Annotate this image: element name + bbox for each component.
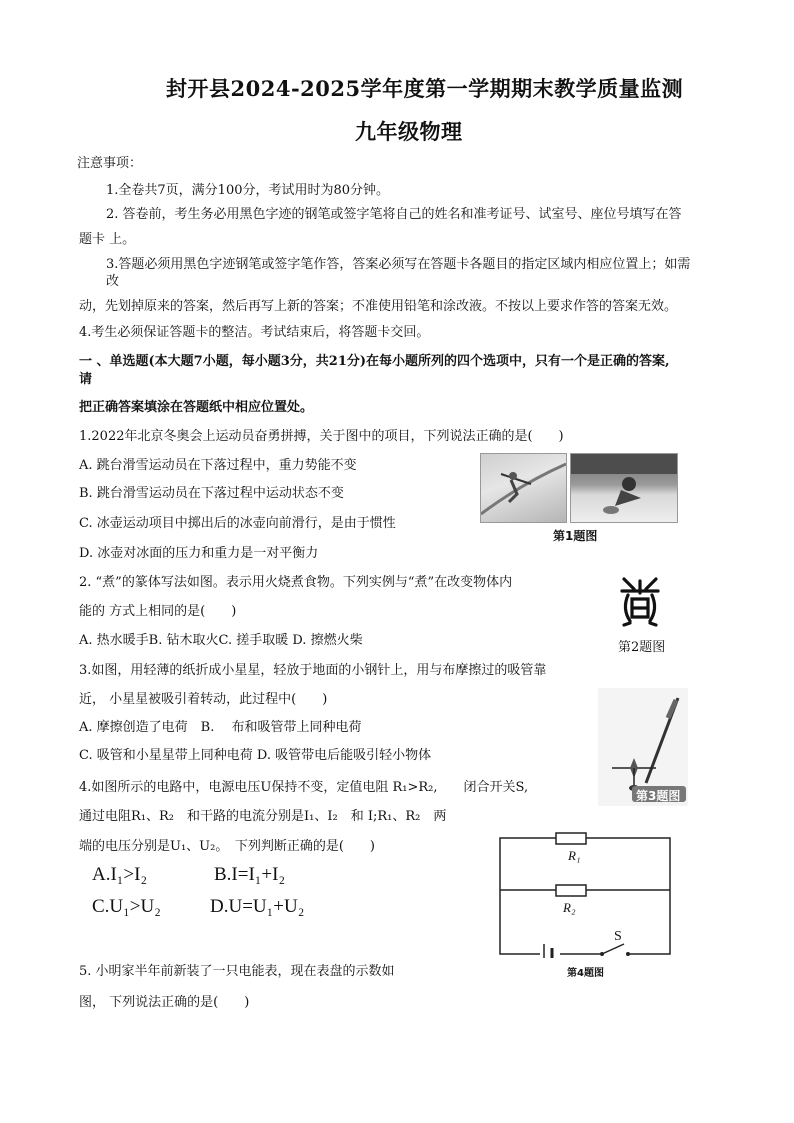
curling-photo: [570, 453, 678, 523]
q1-option-c: C. 冰壶运动项目中掷出后的冰壶向前滑行，是由于惯性: [79, 516, 396, 531]
notice-item-2-cont: 题卡 上。: [79, 232, 136, 247]
section1-line2: 请: [79, 372, 93, 387]
circuit-diagram: [496, 828, 676, 958]
notice-item-2: 2. 答卷前，考生务必用黑色字迹的钢笔或签字笔将自己的姓名和准考证号、试室号、座位号填写在答: [106, 207, 682, 222]
q2-figure-caption: 第2题图: [618, 640, 666, 655]
exam-subtitle: 九年级物理: [355, 119, 463, 144]
q3-stem-2: 近， 小星星被吸引着转动，此过程中( ): [79, 692, 328, 707]
q4-option-d: D.U=U₁+U₂: [210, 896, 305, 917]
q3-stem-1: 3.如图，用轻薄的纸折成小星星，轻放于地面的小钢针上，用与布摩擦过的吸管靠: [79, 663, 547, 678]
q4-stem-3: 端的电压分别是U₁、U₂。 下列判断正确的是( ): [79, 839, 375, 854]
r1-label: R₁: [568, 848, 581, 863]
resistor-r1: [556, 833, 586, 844]
seal-script-zhu-glyph: [618, 575, 662, 627]
q2-options: A. 热水暖手B. 钻木取火C. 搓手取暖 D. 擦燃火柴: [79, 633, 363, 648]
q4-figure-caption: 第4题图: [567, 968, 604, 979]
switch-label: S: [614, 929, 622, 944]
q1-option-a: A. 跳台滑雪运动员在下落过程中，重力势能不变: [79, 458, 357, 473]
q3-options-ab: A. 摩擦创造了电荷 B. 布和吸管带上同种电荷: [79, 720, 362, 735]
curling-figure: [571, 454, 677, 522]
section1-line1: 一 、单选题(本大题7小题，每小题3分，共21分)在每小题所列的四个选项中，只有一个是正确的答案,: [79, 354, 670, 369]
q4-option-b: B.I=I₁+I₂: [214, 864, 286, 885]
q3-figure-caption: 第3题图: [636, 789, 681, 803]
q5-stem-2: 图， 下列说法正确的是( ): [79, 995, 250, 1010]
ski-jump-photo: [480, 453, 567, 523]
q4-option-c: C.U₁>U₂: [92, 896, 161, 917]
q2-stem-1: 2. “煮”的篆体写法如图。表示用火烧煮食物。下列实例与“煮”在改变物体内: [79, 575, 513, 590]
ski-jump-figure: [481, 454, 566, 522]
q1-figure-caption: 第1题图: [553, 529, 598, 543]
notice-item-4: 4.考生必须保证答题卡的整洁。考试结束后，将答题卡交回。: [79, 325, 430, 340]
q5-stem-1: 5. 小明家半年前新装了一只电能表，现在表盘的示数如: [79, 964, 395, 979]
exam-title: 封开县2024-2025学年度第一学期期末教学质量监测: [166, 76, 684, 101]
q4-stem-2: 通过电阻R₁、R₂ 和干路的电流分别是I₁、I₂ 和 I;R₁、R₂ 两: [79, 809, 447, 824]
resistor-r2: [556, 885, 586, 896]
notice-heading: 注意事项：: [77, 156, 143, 171]
q1-option-d: D. 冰壶对冰面的压力和重力是一对平衡力: [79, 546, 319, 561]
q1-stem: 1.2022年北京冬奥会上运动员奋勇拼搏，关于图中的项目，下列说法正确的是( ): [79, 429, 564, 444]
q4-stem-1: 4.如图所示的电路中，电源电压U保持不变，定值电阻 R₁>R₂, 闭合开关S,: [79, 780, 529, 795]
q2-stem-2: 能的 方式上相同的是( ): [79, 604, 237, 619]
notice-item-3: 3.答题必须用黑色字迹钢笔或签字笔作答，答案必须写在答题卡各题目的指定区域内相应位置上；如需: [106, 257, 691, 272]
q3-options-cd: C. 吸管和小星星带上同种电荷 D. 吸管带电后能吸引轻小物体: [79, 748, 432, 763]
notice-item-3-cont: 改: [106, 274, 120, 289]
r2-label: R₂: [563, 900, 576, 915]
notice-item-1: 1.全卷共7页，满分100分，考试用时为80分钟。: [106, 183, 390, 198]
q1-option-b: B. 跳台滑雪运动员在下落过程中运动状态不变: [79, 486, 344, 501]
notice-item-3-cont2: 动，先划掉原来的答案，然后再写上新的答案；不准使用铅笔和涂改液。不按以上要求作答的答案无效。: [79, 299, 678, 314]
q4-option-a: A.I₁>I₂: [92, 864, 148, 885]
section1-line3: 把正确答案填涂在答题纸中相应位置处。: [79, 400, 314, 415]
